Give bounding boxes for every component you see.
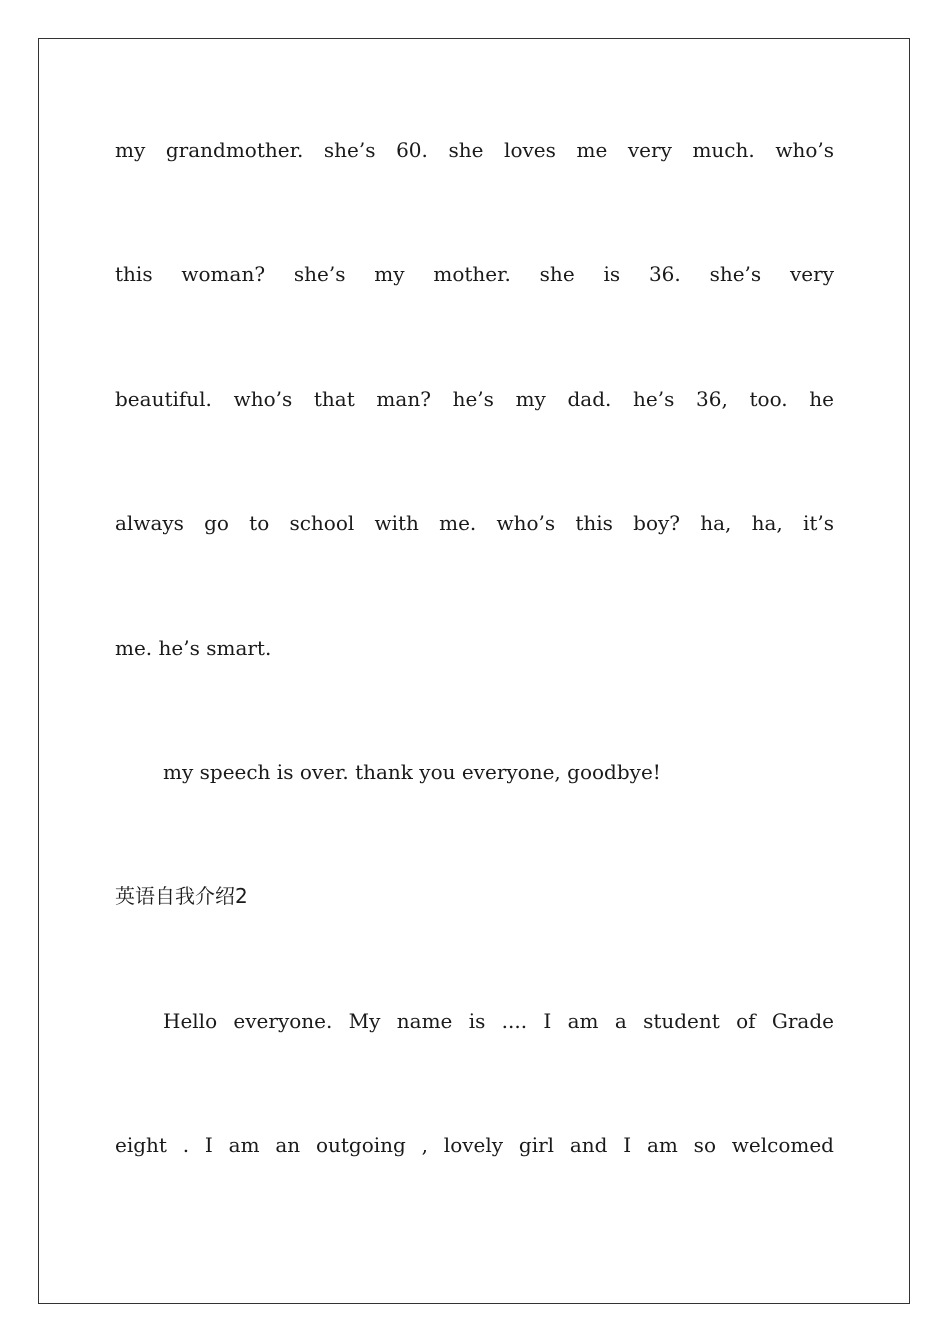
intro-text-line-2: eight . I am an outgoing , lovely girl and I am so welcomed	[115, 1133, 834, 1157]
closing-line: my speech is over. thank you everyone, goodbye!	[163, 760, 661, 784]
page-border	[38, 38, 910, 1304]
body-text-line-3: beautiful. who’s that man? he’s my dad. he’s 36, too. he	[115, 387, 834, 411]
body-text-line-2: this woman? she’s my mother. she is 36. she’s very	[115, 262, 834, 286]
body-text-line-4: always go to school with me. who’s this boy? ha, ha, it’s	[115, 511, 834, 535]
intro-text-line-1: Hello everyone. My name is .... I am a student of Grade	[163, 1009, 834, 1033]
body-text-line-5: me. he’s smart.	[115, 636, 272, 660]
section-heading: 英语自我介绍2	[115, 884, 248, 908]
body-text-line-1: my grandmother. she’s 60. she loves me very much. who’s	[115, 138, 834, 162]
